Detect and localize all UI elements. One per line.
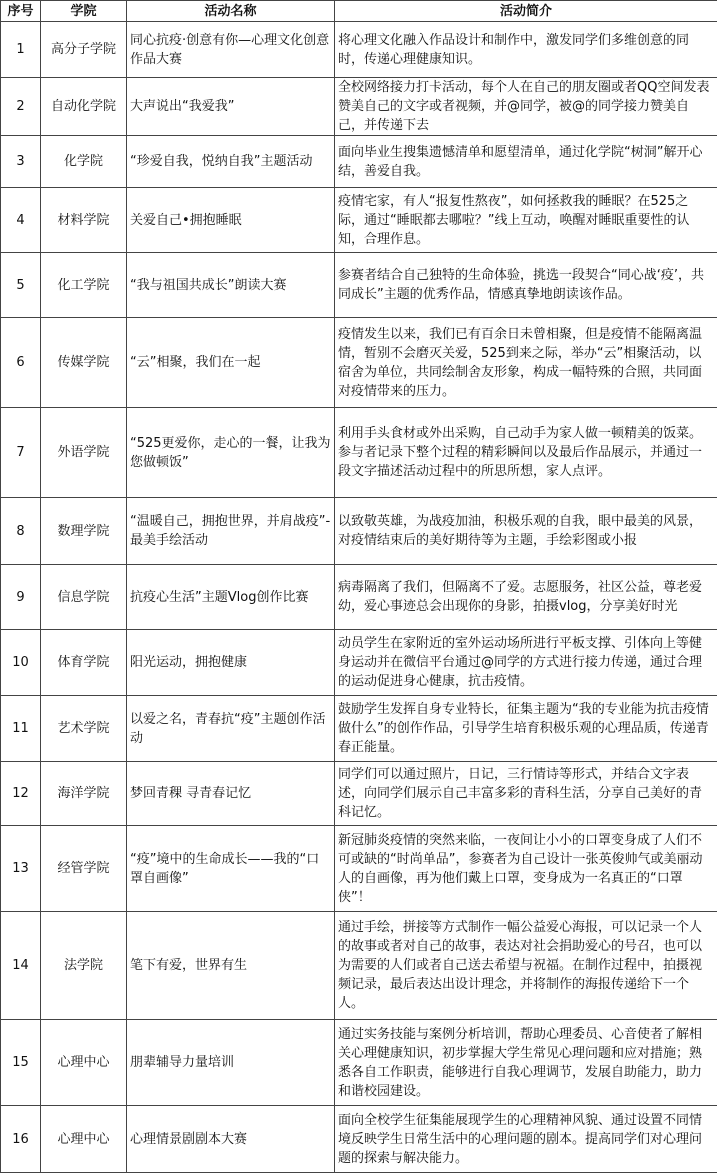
table-row: [1, 78, 717, 136]
row-college: 法学院: [41, 912, 127, 1020]
table-row: [1, 318, 717, 408]
row-number: 3: [1, 136, 41, 188]
row-number: 9: [1, 565, 41, 630]
row-number: 1: [1, 22, 41, 78]
row-college: 体育学院: [41, 630, 127, 696]
table-row: [1, 565, 717, 630]
row-number: 5: [1, 253, 41, 318]
row-college: 化工学院: [41, 253, 127, 318]
row-activity-intro: 同学们可以通过照片，日记，三行情诗等形式，并结合文字表述，向同学们展示自己丰富多彩的青科生活，分享自己美好的青科记忆。: [335, 762, 717, 826]
row-activity-name: 阳光运动，拥抱健康: [127, 630, 335, 696]
row-number: 12: [1, 762, 41, 826]
row-activity-intro: 利用手头食材或外出采购，自己动手为家人做一顿精美的饭菜。参与者记录下整个过程的精彩瞬间以及最后作品展示，并通过一段文字描述活动过程中的所思所想，家人点评。: [335, 408, 717, 498]
row-number: 2: [1, 78, 41, 136]
row-number: 7: [1, 408, 41, 498]
row-activity-name: 关爱自己•拥抱睡眠: [127, 188, 335, 253]
header-row: [1, 1, 717, 22]
table-row: [1, 826, 717, 912]
header-activity-intro: 活动简介: [335, 1, 717, 22]
row-activity-name: 抗疫心生活”主题Vlog创作比赛: [127, 565, 335, 630]
row-college: 材料学院: [41, 188, 127, 253]
row-activity-name: 大声说出“我爱我”: [127, 78, 335, 136]
row-number: 11: [1, 696, 41, 762]
table-row: [1, 136, 717, 188]
row-activity-name: “温暖自己，拥抱世界，并肩战疫”-最美手绘活动: [127, 498, 335, 565]
row-activity-intro: 面向全校学生征集能展现学生的心理精神风貌、通过设置不同情境反映学生日常生活中的心理问题的剧本。提高同学们对心理问题的探索与解决能力。: [335, 1106, 717, 1173]
row-activity-intro: 以致敬英雄，为战疫加油，积极乐观的自我，眼中最美的风景，对疫情结束后的美好期待等为主题，手绘彩图或小报: [335, 498, 717, 565]
row-activity-intro: 面向毕业生搜集遗憾清单和愿望清单，通过化学院“树洞”解开心结，善爱自我。: [335, 136, 717, 188]
row-college: 艺术学院: [41, 696, 127, 762]
row-activity-intro: 将心理文化融入作品设计和制作中，激发同学们多维创意的同时，传递心理健康知识。: [335, 22, 717, 78]
row-number: 10: [1, 630, 41, 696]
row-college: 自动化学院: [41, 78, 127, 136]
table-row: [1, 22, 717, 78]
table-row: [1, 253, 717, 318]
row-activity-name: “云”相聚，我们在一起: [127, 318, 335, 408]
row-activity-intro: 疫情发生以来，我们已有百余日未曾相聚，但是疫情不能隔离温情，暂别不会磨灭关爱，525到来之际，举办“云”相聚活动，以宿舍为单位，共同绘制舍友形象，构成一幅特殊的合照，共同面对疫情带来的压力。: [335, 318, 717, 408]
row-activity-intro: 疫情宅家，有人“报复性熬夜”，如何拯救我的睡眠？在525之际，通过“睡眠都去哪啦？”线上互动，唤醒对睡眠重要性的认知，合理作息。: [335, 188, 717, 253]
row-college: 经管学院: [41, 826, 127, 912]
row-activity-name: “525更爱你，走心的一餐，让我为您做顿饭”: [127, 408, 335, 498]
row-activity-intro: 通过实务技能与案例分析培训，帮助心理委员、心音使者了解相关心理健康知识，初步掌握大学生常见心理问题和应对措施；熟悉各自工作职责，能够进行自我心理调节，发展自助能力，助力和谐校园建设。: [335, 1020, 717, 1106]
row-activity-intro: 动员学生在家附近的室外运动场所进行平板支撑、引体向上等健身运动并在微信平台通过@同学的方式进行接力传递，通过合理的运动促进身心健康，抗击疫情。: [335, 630, 717, 696]
row-activity-intro: 全校网络接力打卡活动，每个人在自己的朋友圈或者QQ空间发表赞美自己的文字或者视频，并@同学，被@的同学接力赞美自己，并传递下去: [335, 78, 717, 136]
row-college: 传媒学院: [41, 318, 127, 408]
row-activity-name: 梦回青稞 寻青春记忆: [127, 762, 335, 826]
table-row: [1, 912, 717, 1020]
table-body: [1, 22, 717, 1173]
row-activity-name: “珍爱自我，悦纳自我”主题活动: [127, 136, 335, 188]
row-number: 14: [1, 912, 41, 1020]
row-activity-intro: 鼓励学生发挥自身专业特长，征集主题为“我的专业能为抗击疫情做什么”的创作作品，引导学生培育积极乐观的心理品质，传递青春正能量。: [335, 696, 717, 762]
row-activity-intro: 参赛者结合自己独特的生命体验，挑选一段契合“同心战‘疫’，共同成长”主题的优秀作品，情感真挚地朗读该作品。: [335, 253, 717, 318]
header-no: 序号: [1, 1, 41, 22]
row-activity-name: “疫”境中的生命成长——我的“口罩自画像”: [127, 826, 335, 912]
row-number: 6: [1, 318, 41, 408]
row-college: 海洋学院: [41, 762, 127, 826]
row-number: 4: [1, 188, 41, 253]
row-college: 外语学院: [41, 408, 127, 498]
table-row: [1, 498, 717, 565]
table-row: [1, 630, 717, 696]
row-activity-intro: 病毒隔离了我们，但隔离不了爱。志愿服务，社区公益，尊老爱幼，爱心事迹总会出现你的身影，拍摄vlog，分享美好时光: [335, 565, 717, 630]
row-activity-name: 同心抗疫·创意有你—心理文化创意作品大赛: [127, 22, 335, 78]
row-activity-name: 心理情景剧剧本大赛: [127, 1106, 335, 1173]
header-activity-name: 活动名称: [127, 1, 335, 22]
row-number: 8: [1, 498, 41, 565]
table-row: [1, 1020, 717, 1106]
row-activity-name: “我与祖国共成长”朗读大赛: [127, 253, 335, 318]
row-activity-name: 朋辈辅导力量培训: [127, 1020, 335, 1106]
row-number: 16: [1, 1106, 41, 1173]
row-college: 化学院: [41, 136, 127, 188]
row-college: 心理中心: [41, 1020, 127, 1106]
row-college: 数理学院: [41, 498, 127, 565]
row-activity-name: 以爱之名，青春抗“疫”主题创作活动: [127, 696, 335, 762]
header-college: 学院: [41, 1, 127, 22]
table-row: [1, 188, 717, 253]
row-college: 心理中心: [41, 1106, 127, 1173]
row-activity-intro: 新冠肺炎疫情的突然来临，一夜间让小小的口罩变身成了人们不可或缺的“时尚单品”，参赛者为自己设计一张英俊帅气或美丽动人的自画像，再为他们戴上口罩，变身成为一名真正的“口罩侠”！: [335, 826, 717, 912]
row-activity-intro: 通过手绘，拼接等方式制作一幅公益爱心海报，可以记录一个人的故事或者对自己的故事，表达对社会捐助爱心的号召，也可以为需要的人们或者自己送去希望与祝福。在制作过程中，拍摄视频记录，最后表达出设计理念，并将制作的海报传递给下一个人。: [335, 912, 717, 1020]
row-activity-name: 笔下有爱，世界有生: [127, 912, 335, 1020]
row-number: 15: [1, 1020, 41, 1106]
row-college: 信息学院: [41, 565, 127, 630]
row-college: 高分子学院: [41, 22, 127, 78]
row-number: 13: [1, 826, 41, 912]
table-row: [1, 696, 717, 762]
table-row: [1, 762, 717, 826]
table-row: [1, 408, 717, 498]
table-row: [1, 1106, 717, 1173]
